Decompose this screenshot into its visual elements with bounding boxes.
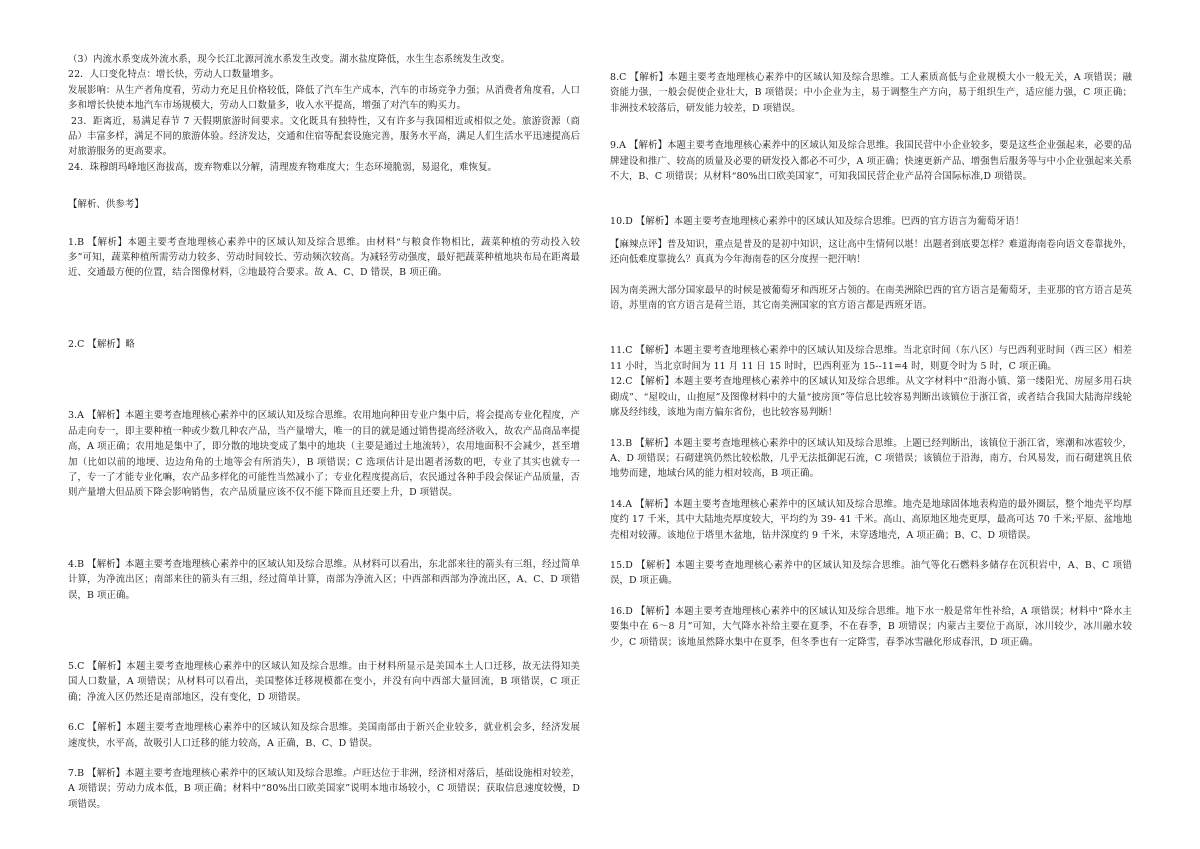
answer-paragraph: 16.D 【解析】本题主要考查地理核心素养中的区域认知及综合思维。地下水一般是常年性补给，A 项错误；材料中“降水主要集中在 6～8 月”可知，大气降水补给主要在夏季，不在春季，B 项错误；内蒙古主要位于高原，冰川较少，冰川融水较少，C 项错误；该地虽然降水集中在夏季，但冬季也有一定降雪，春季冰雪融化形成春汛，D 项正确。: [610, 605, 1132, 648]
commentary-paragraph: 【麻辣点评】普及知识，重点是普及的是初中知识，这让高中生情何以堪！出题者到底要怎样？难道海南卷向语文卷靠拢外，还向低难度靠拢么？真真为今年海南卷的区分度捏一把汗呐！: [610, 238, 1132, 266]
intro-paragraph: 22．人口变化特点：增长快，劳动人口数量增多。: [68, 69, 280, 81]
answer-paragraph: 1.B 【解析】本题主要考查地理核心素养中的区域认知及综合思维。由材料“与粮食作物相比，蔬菜种植的劳动投入较多”可知，蔬菜种植所需劳动力较多、劳动时间较长、劳动频次较高。为减轻劳动强度，最好把蔬菜种植地块布局在距离最近、交通最方便的位置，结合图像材料，②地最符合要求。故 A、C、D 错误，B 项正确。: [68, 236, 580, 279]
intro-paragraph: 24．珠穆朗玛峰地区海拔高，废弃物难以分解，清理废弃物难度大；生态环境脆弱，易退化，难恢复。: [68, 161, 498, 173]
answer-paragraph: 9.A 【解析】本题主要考查地理核心素养中的区域认知及综合思维。我国民营中小企业较多，要是这些企业强起来，必要的品牌建设和推广、较高的质量及必要的研发投入都必不可少，A 项正确；快速更新产品、增强售后服务等与中小企业强起来关系不大，B、C 项错误；从材料“80%出口欧美国家”，可知我国民营企业产品符合国际标准,D 项错误。: [610, 140, 1132, 183]
right-column: [610, 70, 1132, 650]
answer-paragraph: 14.A 【解析】本题主要考查地理核心素养中的区域认知及综合思维。地壳是地球固体地表构造的最外圈层，整个地壳平均厚度约 17 千米，其中大陆地壳厚度较大，平均约为 39- 41 千米。高山、高原地区地壳更厚，最高可达 70 千米;平原、盆地地壳相对较薄。该地位于塔里木盆地，钻井深度约 9 千米，未穿透地壳，A 项正确；B、C、D 项错误。: [610, 498, 1132, 541]
answer-paragraph: 15.D 【解析】本题主要考查地理核心素养中的区域认知及综合思维。油气等化石燃料多储存在沉积岩中，A、B、C 项错误，D 项正确。: [610, 559, 1132, 587]
answer-paragraph: 2.C 【解析】略: [68, 338, 135, 350]
intro-paragraph: 发展影响：从生产者角度看，劳动力充足且价格较低，降低了汽车生产成本，汽车的市场竞争力强；从消费者角度看，人口多和增长快使本地汽车市场规模大，劳动人口数量多，收入水平提高，增强了对汽车的购买力。: [68, 84, 580, 112]
answer-paragraph: 7.B 【解析】本题主要考查地理核心素养中的区域认知及综合思维。卢旺达位于非洲，经济相对落后，基础设施相对较差，A 项错误；劳动力成本低，B 项正确；材料中“80%出口欧美国家”说明本地市场较小，C 项错误；获取信息速度较慢，D 项错误。: [68, 767, 580, 810]
answer-paragraph: 8.C 【解析】本题主要考查地理核心素养中的区域认知及综合思维。工人素质高低与企业规模大小一般无关，A 项错误；融资能力强，一般会促使企业壮大，B 项错误；中小企业为主，易于调整生产方向，易于组织生产，适应能力强，C 项正确；非洲技术较落后，研发能力较差，D 项错误。: [610, 72, 1132, 114]
answer-paragraph: 6.C 【解析】本题主要考查地理核心素养中的区域认知及综合思维。美国南部由于新兴企业较多，就业机会多，经济发展速度快，水平高，故吸引人口迁移的能力较高，A 正确，B、C、D 错误。: [68, 722, 580, 749]
answer-paragraph: 11.C 【解析】本题主要考查地理核心素养中的区域认知及综合思维。当北京时间（东八区）与巴西利亚时间（西三区）相差 11 小时，当北京时间为 11 月 11 日 15 时时，巴西利亚为 15--11=4 时，则夏令时为 5 时，C 项正确。: [610, 345, 1132, 372]
answer-paragraph: 4.B 【解析】本题主要考查地理核心素养中的区域认知及综合思维。从材料可以看出，东北部来往的箭头有三组，经过简单计算，为净流出区；南部来往的箭头有三组，经过简单计算，南部为净流入区；中西部和西部为净流出区，A、C、D 项错误，B 项正确。: [68, 558, 580, 601]
intro-paragraph: 23．距离近，易满足春节 7 天假期旅游时间要求。文化既具有独特性，又有许多与我国相近或相似之处。旅游资源（商品）丰富多样，满足不同的旅游体验。经济发达，交通和住宿等配套设施完善，服务水平高，满足人们生活水平迅速提高后对旅游服务的更高要求。: [68, 115, 580, 158]
commentary-paragraph: 因为南美洲大部分国家最早的时候是被葡萄牙和西班牙占领的。在南美洲除巴西的官方语言是葡萄牙，圭亚那的官方语言是英语，苏里南的官方语言是荷兰语，其它南美洲国家的官方语言都是西班牙语。: [610, 284, 1132, 312]
answer-paragraph: 12.C 【解析】本题主要考查地理核心素养中的区域认知及综合思维。从文字材料中“沿海小镇、第一缕阳光、房屋多用石块砌成”、“屋咬山，山抱屋”及图像材料中的大量“披房顶”等信息比较容易判断出该镇位于浙江省，或者结合我国大陆海岸线轮廓及经纬线，该地为南方偏东省份，也比较容易判断！: [610, 376, 1132, 419]
intro-paragraph: （3）内流水系变成外流水系，现今长江北源河流水系发生改变。湖水盐度降低，水生生态系统发生改变。: [68, 54, 510, 65]
answer-paragraph: 3.A 【解析】本题主要考查地理核心素养中的区域认知及综合思维。农用地向种田专业户集中后，将会提高专业化程度，产品走向专一，即主要种植一种或少数几种农产品，当产量增大，唯一的目的就是通过销售提高经济收入，故农产品商品率提高，A 项正确；农用地是集中了，即分散的地块变成了集中的地块（主要是通过土地流转），农用地面积不会减少，甚至增加（比如以前的地埂、边边角角的土地等会有所消失），B 项错误；C 选项估计是出题者汤数的吧，专业了其实也就专一了，专一了才能专业化嘛，农产品多样化的可能性当然减小了；专业化程度提高后，农民通过各种手段会保证产品质量，否则产量增大但品质下降会影响销售，农产品质量应该不仅不能下降而且还要上升，D 项错误。: [68, 410, 580, 499]
answer-paragraph: 13.B 【解析】本题主要考查地理核心素养中的区域认知及综合思维。上题已经判断出，该镇位于浙江省，寒潮和冰雹较少，A、D 项错误；石砌建筑仍然比较松散，几乎无法抵御泥石流，C 项错误；该镇位于沿海，南方，台风易发，而石砌建筑且依地势而建，地域台风的能力相对较高，B 项正确。: [610, 437, 1132, 480]
answer-paragraph: 5.C 【解析】本题主要考查地理核心素养中的区域认知及综合思维。由于材料所显示是美国本土人口迁移，故无法得知美国人口数量，A 项错误；从材料可以看出，美国整体迁移规模都在变小，并没有向中西部大量回流，B 项错误，C 项正确；净流入区仍然还是南部地区，没有变化，D 项错误。: [68, 660, 580, 703]
answer-paragraph: 10.D 【解析】本题主要考查地理核心素养中的区域认知及综合思维。巴西的官方语言为葡萄牙语！: [610, 216, 1025, 228]
section-heading: 【解析、供参考】: [68, 199, 144, 211]
left-column: [68, 52, 580, 812]
